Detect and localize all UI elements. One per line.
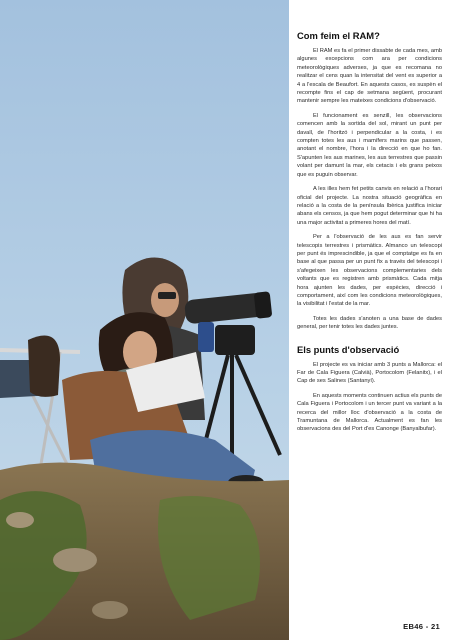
paragraph: Totes les dades s'anoten a una base de dades general, per tenir totes les dades juntes.	[297, 315, 442, 331]
paragraph: El projecte es va iniciar amb 3 punts a Mallorca: el Far de Cala Figuera (Calvià), Portocolom (Felanitx), i el Cap de ses Salines (Santanyí).	[297, 361, 442, 385]
paragraph: Per a l'observació de les aus es fan servir telescopis terrestres i prismàtics. Almanco un telescopi per punt és imprescindible, ja que el comptatge es fa en base al que passa per un punt fix a través del telescopi i s'afegeixen les observacions complementaries dels voltants que es registren amb prismàtics. Cada mitja hora ajunten les dades, per espècies, direcció i comportament, així com les condicions meteorològiques, la visibilitat i l'estat de la mar.	[297, 234, 442, 308]
page-number: EB46 - 21	[403, 622, 440, 631]
article-column	[289, 0, 452, 640]
paragraph: A les illes hem fet petits canvis en relació a l'horari oficial del projecte. La nostra situació geogràfica en relació a la costa de la península Ibèrica justifica iniciar abans els censos, ja que hem pogut determinar que hi ha una major activitat a primeres hores del matí.	[297, 186, 442, 226]
paragraph: El RAM es fa el primer dissabte de cada mes, amb algunes excepcions com ara per condicions meteorològiques adverses, ja que es recomana no realitzar el cens quan la intensitat del vent es superior a 4 a l'escala de Beaufort. En aquests casos, es suspèn el recompte fins el cap de setmana següent, procurant mantenir sempre les mateixes condicions d'observació.	[297, 48, 442, 105]
section-title-observation-points: Els punts d'observació	[297, 343, 400, 355]
paragraph: El funcionament es senzill, les observacions comencen amb la sortida del sol, mirant un punt per davall, de l'horitzó i perpendicular a la costa, i es compten totes les aus i mamífers marins que passen, anotant el nombre, l'hora i la direcció en que ho fan. S'apunten les aus marines, les aus terrestres que passin volant per damunt la mar, els cetacis i els grans peixos que es puguin observar.	[297, 112, 442, 178]
section-title-ram: Com feim el RAM?	[297, 30, 380, 41]
paragraph: En aquests moments continuen actius els punts de Cala Figuera i Portocolom i un tercer punt va variant a la recerca del millor lloc d'observació a la costa de Tramuntana de Mallorca. Actualment es fan les observacions des del Port d'es Canonge (Banyalbufar).	[297, 392, 442, 433]
